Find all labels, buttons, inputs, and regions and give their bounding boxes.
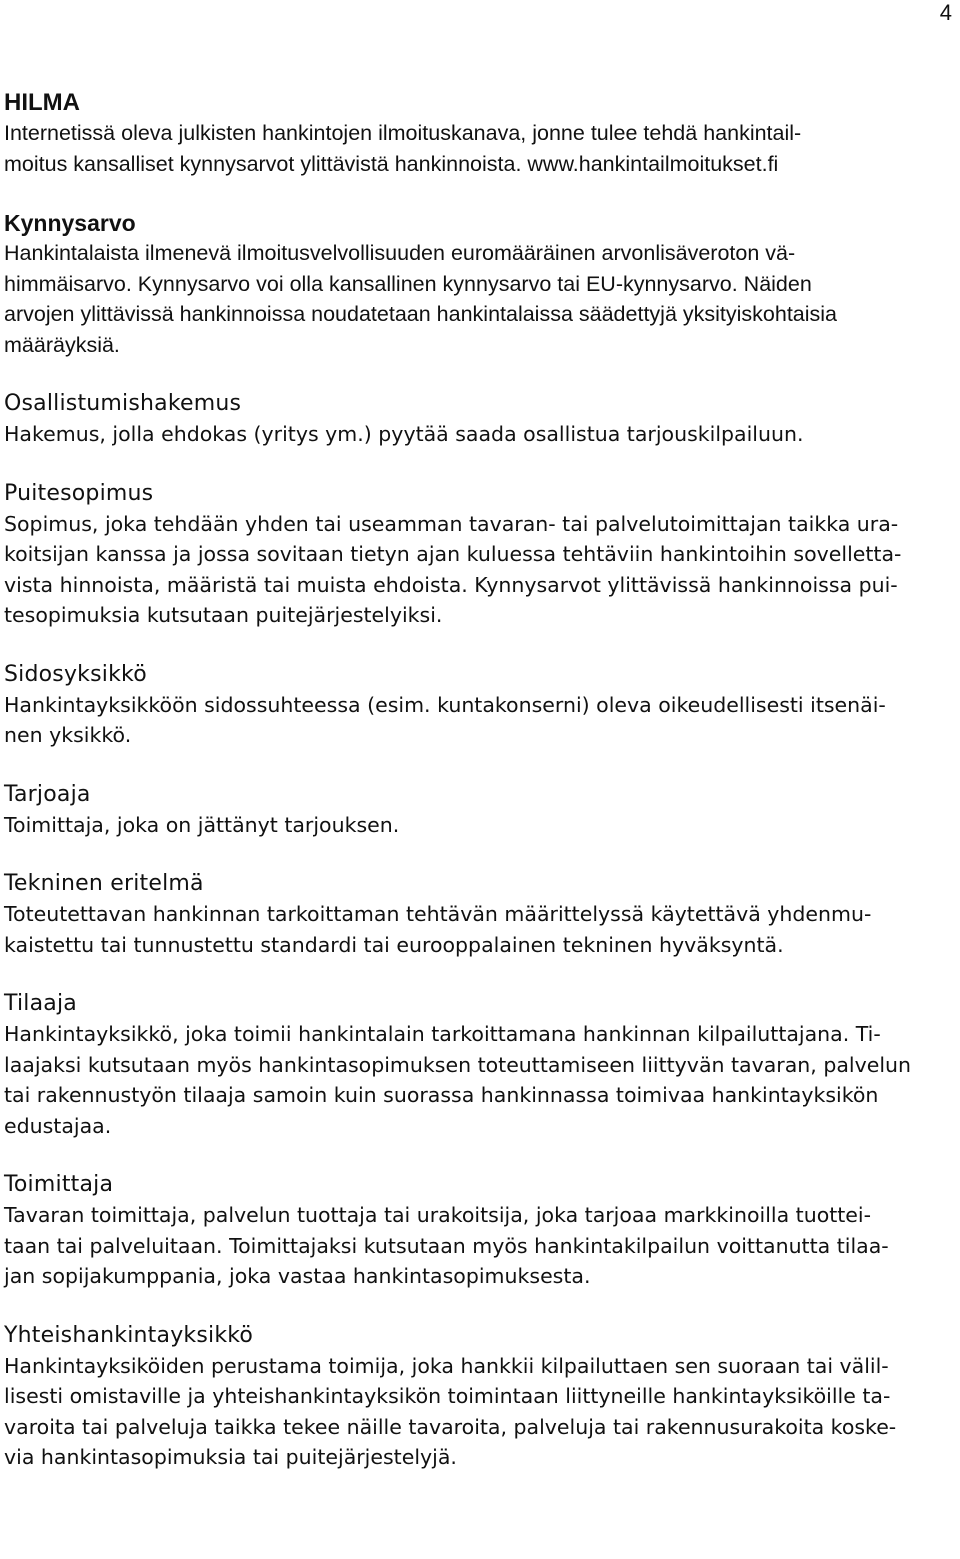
definition-line: arvojen ylittävissä hankinnoissa noudatetaan hankintalaissa säädettyjä yksityiskohtaisia: [4, 302, 838, 326]
glossary-entry-tilaaja: [4, 989, 956, 1141]
definition-line: lisesti omistaville ja yhteishankintayksikön toimintaan liittyneille hankintayksiköille ta-: [4, 1384, 891, 1408]
definition-line: Hankintayksiköiden perustama toimija, joka hankkii kilpailuttaen sen suoraan tai välil-: [4, 1353, 889, 1378]
definition-line: laajaksi kutsutaan myös hankintasopimuksen toteuttamiseen liittyvän tavaran, palvelun: [4, 1052, 912, 1077]
definition-line: Internetissä oleva julkisten hankintojen ilmoituskanava, jonne tulee tehdä hankintail-: [4, 121, 802, 145]
definition-line: via hankintasopimuksia tai puitejärjestelyjä.: [4, 1445, 457, 1469]
term-title: Tarjoaja: [4, 781, 91, 807]
definition-line: Hakemus, jolla ehdokas (yritys ym.) pyytää saada osallistua tarjouskilpailuun.: [4, 422, 804, 446]
glossary-entry-toimittaja: [4, 1170, 956, 1292]
term-definition: [4, 899, 956, 960]
term-title: Yhteishankintayksikkö: [4, 1322, 254, 1348]
glossary-entry-puitesopimus: [4, 479, 956, 631]
term-definition: [4, 509, 956, 631]
definition-line: Sopimus, joka tehdään yhden tai useamman tavaran- tai palvelutoimittajan taikka ura-: [4, 511, 899, 536]
definition-line: kaistettu tai tunnustettu standardi tai eurooppalainen tekninen hyväksyntä.: [4, 932, 784, 957]
term-title: Osallistumishakemus: [4, 391, 242, 416]
glossary-entry-tarjoaja: [4, 780, 956, 841]
definition-line: vista hinnoista, määristä tai muista ehdoista. Kynnysarvot ylittävissä hankinnoissa pui-: [4, 572, 898, 597]
definition-line: tesopimuksia kutsutaan puitejärjestelyiksi.: [4, 603, 443, 627]
term-definition: [4, 1351, 956, 1473]
definition-line: Tavaran toimittaja, palvelun tuottaja tai urakoitsija, joka tarjoaa markkinoilla tuottei-: [4, 1203, 872, 1227]
glossary: [4, 88, 956, 1502]
glossary-entry-kynnysarvo: [4, 208, 956, 360]
definition-line: himmäisarvo. Kynnysarvo voi olla kansallinen kynnysarvo tai EU-kynnysarvo. Näiden: [4, 271, 812, 296]
definition-line: edustajaa.: [4, 1113, 112, 1138]
definition-line: tai rakennustyön tilaaja samoin kuin suorassa hankinnassa toimivaa hankintayksikön: [4, 1083, 879, 1107]
term-title: Toimittaja: [4, 1172, 114, 1197]
definition-line: taan tai palveluitaan. Toimittajaksi kutsutaan myös hankintakilpailun voittanutta tilaa-: [4, 1233, 889, 1258]
glossary-entry-yhteishankintayksikko: [4, 1321, 956, 1473]
term-title: Tilaaja: [4, 991, 77, 1016]
page-number: 4: [939, 0, 952, 25]
term-definition: [4, 810, 956, 841]
term-definition: [4, 118, 956, 179]
term-definition: [4, 1200, 956, 1292]
definition-line: Hankintalaista ilmenevä ilmoitusvelvollisuuden euromääräinen arvonlisäveroton vä-: [4, 241, 796, 265]
definition-line: Hankintayksikkö, joka toimii hankintalain tarkoittamana hankinnan kilpailuttajana. Ti-: [4, 1022, 881, 1046]
term-title: HILMA: [4, 89, 80, 116]
definition-line: Toteutettavan hankinnan tarkoittaman tehtävän määrittelyssä käytettävä yhdenmu-: [4, 902, 872, 926]
glossary-entry-tekninen-eritelma: [4, 869, 956, 960]
glossary-entry-osallistumishakemus: [4, 389, 956, 450]
term-title: Tekninen eritelmä: [4, 871, 204, 896]
term-definition: [4, 690, 956, 751]
term-definition: [4, 238, 956, 360]
definition-line: määräyksiä.: [4, 332, 120, 357]
term-definition: [4, 1019, 956, 1141]
definition-line: koitsijan kanssa ja jossa sovitaan tietyn ajan kuluessa tehtäviin hankintoihin sovelletta-: [4, 542, 902, 566]
definition-line: nen yksikkö.: [4, 723, 132, 747]
definition-line-with-link[interactable]: moitus kansalliset kynnysarvot ylittävistä hankinnoista. www.hankintailmoitukset.fi: [4, 151, 779, 176]
term-title: Sidosyksikkö: [4, 661, 147, 687]
glossary-entry-sidosyksikko: [4, 660, 956, 751]
term-title: Puitesopimus: [4, 480, 154, 506]
definition-line: varoita tai palveluja taikka tekee näille tavaroita, palveluja tai rakennusurakoita koske-: [4, 1414, 897, 1439]
term-title: Kynnysarvo: [4, 210, 136, 236]
glossary-entry-hilma: [4, 88, 956, 179]
definition-line: jan sopijakumppania, joka vastaa hankintasopimuksesta.: [4, 1264, 591, 1288]
definition-line: Hankintayksikköön sidossuhteessa (esim. kuntakonserni) oleva oikeudellisesti itsenäi-: [4, 692, 886, 717]
term-definition: [4, 419, 956, 450]
definition-line: Toimittaja, joka on jättänyt tarjouksen.: [4, 812, 400, 837]
